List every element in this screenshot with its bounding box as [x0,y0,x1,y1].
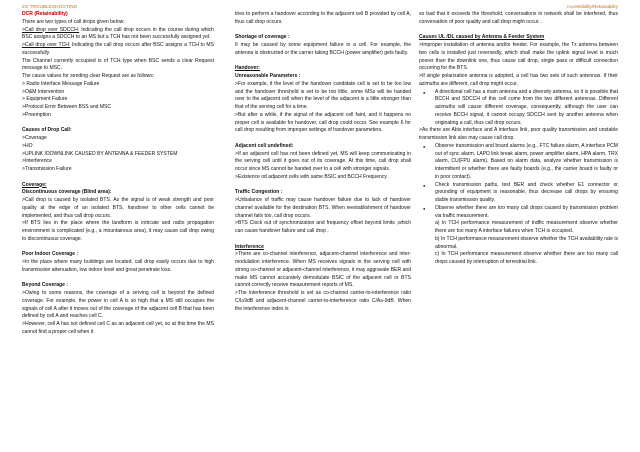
feeder-title: Causes UL /DL caused by Antenna & Feeder System [419,34,545,41]
header-right: Accessibility/Retainability [566,4,618,9]
feeder-paragraph: >If single polarization antenna is adopted, a cell has two sets of such antennas. If their azimuths are different, call drop might occur. [419,73,618,87]
traffic-paragraph: >Unbalance of traffic may cause handover failure due to lack of handover channel available for the destination BTS. When reestablishment of handover channel fails too, call drop occurs. [235,197,411,219]
coverage-title: Coverage: [22,181,47,188]
transmission-bullet-list [419,143,618,221]
shortage-title: Shortage of coverage : [235,34,290,41]
traffic-paragraph: >BTS Clock out of synchronization and frequency offset beyond limits ,which can cause handover failure and call drop . [235,220,411,234]
type1-head: >Call drop over SDCCH: [22,26,80,33]
unreasonable-title: Unreasonable Parameters : [235,73,301,79]
cause-item: >Preemption [22,111,51,118]
drop-cause-item: >UPLINK /DOWNLINK CAUSED BY ANTENNA & FEEDER SYSTEM [22,150,178,157]
interference-title: Interference [235,243,264,250]
type1-body: Indicating the call drop occurs in the course during which BSC assigns a SDCCH to an MS but a TCH has not been successfully assigned yet. [22,26,214,41]
indoor-title: Poor Indoor Coverage : [22,251,79,258]
release-text: The Channel currently occupied is of TCH type when BSC sends a clear Request message to MSC. [22,57,214,72]
bullet-item: ● Observe whether there are too many call drops caused by transmission problem via traffic measurement. [419,205,618,221]
cause-item: > Equipment Failure [22,96,68,103]
dcr-title: DCR (Retainability) [22,11,68,17]
beyond-title: Beyond Coverage : [22,282,68,289]
feeder-paragraph: >Improper installation of antenna and/or feeder. For example, the Tx antenna between two cells is installed just reversedly, which shall make the uplink signal level is much poorer than the downlink one, thus cause call drop, single pass or difficult connection occurring for the BTS. [419,42,618,72]
unreasonable-paragraph: >But after a while, if the signal of the adjacent cell faint, and it happens no proper cell is available for handover, call drop could occur. See example 6 for call drop resulting from improper settings of handover parameters. [235,111,411,134]
beyond-paragraph: >However, cell A has not defined cell C as an adjacent cell yet, so at this time the MS cannot find a proper cell when it [22,321,214,335]
adjacent-paragraph: >Existence od adjacent cells with same BSIC and BCCH Frequency . [235,173,390,180]
blind-area-paragraph: >Call drop is caused by isolated BTS. As the signal is of weak strength and poor quality at the edge of an isolated BTS, handover to other cells cannot be implemented, and thus call drop occurs. [22,197,214,219]
type2-head: >Call drop over TCH: [22,42,71,48]
causes-intro: The cause values for sending clear Request are as follows: [22,73,155,79]
antenna-bullet-list [419,89,618,128]
blind-area-title: Discontinuous coverage (Blind area): [22,189,112,196]
cause-item: >O&M Intervention [22,88,65,95]
drop-cause-item: >HO [22,142,33,149]
traffic-title: Traffic Congestion : [235,189,283,196]
continued-paragraph: tries to perform a handover according to the adjacent cell B provided by cell A, thus call drop occurs. [235,11,411,25]
drop-cause-item: >Transmission Failure [22,166,72,172]
interference-paragraph: >The interference threshold is set as co-channel carrier-to-interference ratio C/I≥9dB and adjacent-channel carrier-to-interference ratio C/A≥-9dB. When the interference index is [235,290,411,312]
cause-item: >Protocol Error Between BSS and MSC [22,104,112,110]
beyond-paragraph: >Owing to some reasons, the coverage of a serving cell is beyond the defined coverage. For example, the power in cell A is so high that a MS still occupies the signals of cell A after it moves out of the coverage of the adjacent cell B that has been defined by cell A and reaches cell C. [22,290,214,320]
sub-item-b: b) In TCH performance measurement observe whether the TCH availability rate is abnormal. [435,235,618,250]
indoor-paragraph: >In the place where many buildings are located, call drop easily occurs due to high transmission attenuation, low indoor level and great penetrate loss. [22,259,214,273]
drop-cause-item: >Coverage [22,135,47,141]
header-left: 2G TROUBLESHOOTING [22,4,78,9]
type2-paragraph [22,42,214,58]
shortage-paragraph: It may be caused by some equipment failure in a cell. For example, the antenna is obstructed or the carrier taking BCCH (power amplifier) gets faulty. [235,42,411,56]
handover-title: Handover: [235,65,260,72]
sub-item-c: c) In TCH performance measurement observe whether there are too many call drops caused by interruption of terrestrial link. [435,251,618,265]
intro-text: There are two types of call drops given below: [22,18,125,25]
cause-item: > Radio Interface Message Failure [22,80,100,87]
column-1 [22,11,214,337]
type1-paragraph [22,27,214,43]
blind-area-paragraph: >If BTS lies in the place where the landform is intricate and radio propagation environment is complicated (e.g., a mountainous area), it may cause call drop owing to discontinuous coverage. [22,220,214,242]
type2-body: Indicating the call drop occurs after BSC assigns a TCH to MS successfully. [22,42,214,56]
drop-causes-title: Causes of Drop Call: [22,127,72,134]
bullet-item: ● Check transmission paths, test BER and check whether E1 connector or grounding of equipment is reasonable, thus decrease call drops by ensuring stable transmission quality. [419,182,618,205]
bullet-item: ● A directional cell has a main antenna and a diversity antenna, so it is possible that BCCH and SDCCH of this cell come from the two different antennas. Different azimuths will cause different coverage, consequently, although the user can receive BCCH signal, it cannot occupy SDCCH sent by another antenna when originating a call, thus call drop occurs. [419,89,618,128]
adjacent-paragraph: >If an adjacent cell has not been defined yet, MS will keep communicating in the serving cell until it goes out of its coverage. At this time, call drop shall occur since MS cannot be handed over to a cell with stronger signals. [235,150,411,172]
column-2 [235,11,411,313]
continued-paragraph: so bad that it exceeds the threshold, conversations in network shall be interfered, thus conversation of poor quality and call drop might occur. . [419,11,618,25]
drop-cause-item: >Interference [22,158,52,165]
unreasonable-paragraph: >For example, if the level of the handover candidate cell is set to be too low and the handover threshold is set to be too little, some MSs will be handed over to the adjacent cell when the level of the adjacent is a little stronger than that of the serving cell for a time. [235,80,411,110]
bullet-item: ● Observe transmission and board alarms (e.g., FTC failure alarm, A interface PCM out of sync alarm, LAPD link break alarm, power amplifier alarm, HPA alarm, TRX alarm, CU(FPU alarm). Based on alarm data, analyze whether transmission is intermittent or whether there are faulty boards (e.g., the carrier board is faulty or in poor contact). [419,143,618,182]
column-3 [419,11,618,267]
abis-paragraph: >As there are Abis interface and A interface link, poor quality transmission and unstable transmission link also may cause call drop. [419,127,618,141]
adjacent-title: Adjacent cell undefined: [235,142,294,149]
sub-item-a: a) In TCH performance measurement of traffic measurement observe whether there are too many A interface failures when TCH is occupied. [435,220,618,234]
interference-paragraph: >There are co-channel interference, adjacent-channel interference and inter-modulation interference. When MS receives signals in the serving cell with strong co-channel or adjacent-channel interference, it may aggravate BER and make MS cannot accurately demodulate BSIC of the adjacent cell or BTS cannot correctly receive measurement reports of MS. [235,251,411,289]
